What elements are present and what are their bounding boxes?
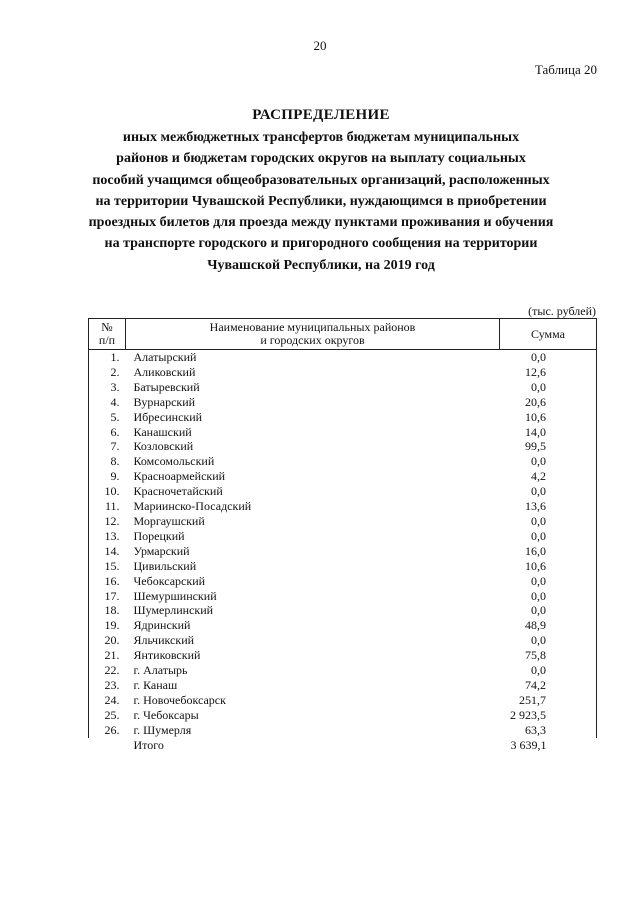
- page-number: 20: [313, 38, 327, 53]
- table-row: [89, 514, 597, 529]
- row-sum: 14,0: [500, 425, 597, 440]
- row-name: Красноармейский: [133, 469, 226, 484]
- row-number: 17.: [89, 589, 126, 604]
- row-name: Ибресинский: [133, 409, 203, 424]
- row-number: 24.: [89, 693, 126, 708]
- row-number: 19.: [89, 618, 126, 633]
- row-sum: 12,6: [500, 365, 597, 380]
- row-name: Вурнарский: [133, 394, 196, 409]
- heading-line: Чувашской Республики, на 2019 год: [207, 257, 435, 273]
- table-row: [89, 693, 597, 708]
- row-number: 3.: [89, 380, 126, 395]
- row-number: 23.: [89, 678, 126, 693]
- table-row: [89, 559, 597, 574]
- table-row: [89, 484, 597, 499]
- row-sum: 48,9: [500, 618, 597, 633]
- row-name: Шумерлинский: [133, 603, 214, 618]
- row-name: г. Чебоксары: [133, 707, 199, 722]
- row-number: 21.: [89, 648, 126, 663]
- row-sum: 0,0: [500, 380, 597, 395]
- table-row: [89, 350, 597, 365]
- row-name: Алатырский: [133, 350, 197, 364]
- table-row: [89, 678, 597, 693]
- row-sum: 2 923,5: [500, 708, 597, 723]
- heading-subtitle: [60, 127, 582, 276]
- table-row: [89, 648, 597, 663]
- row-sum: 251,7: [500, 693, 597, 708]
- header-num: № п/п: [89, 319, 126, 350]
- row-name: Козловский: [133, 439, 194, 454]
- row-number: 13.: [89, 529, 126, 544]
- header-sum: Сумма: [500, 319, 597, 350]
- row-name: Шемуршинский: [133, 588, 217, 603]
- row-number: 12.: [89, 514, 126, 529]
- row-sum: 0,0: [500, 454, 597, 469]
- table-row: [89, 365, 597, 380]
- total-sum: 3 639,1: [510, 737, 547, 752]
- row-sum: 99,5: [500, 439, 597, 454]
- row-number: 8.: [89, 454, 126, 469]
- row-sum: 63,3: [500, 723, 597, 738]
- distribution-table: [88, 318, 597, 753]
- row-number: 20.: [89, 633, 126, 648]
- table-row: [89, 589, 597, 604]
- total-label: Итого: [133, 737, 164, 752]
- row-name: Мариинско-Посадский: [133, 499, 252, 514]
- row-sum: 0,0: [500, 633, 597, 648]
- row-name: Аликовский: [133, 364, 196, 379]
- table-row: [89, 425, 597, 440]
- row-sum: 75,8: [500, 648, 597, 663]
- row-sum: 4,2: [500, 469, 597, 484]
- row-name: Комсомольский: [133, 454, 215, 469]
- row-number: 10.: [89, 484, 126, 499]
- row-name: г. Новочебоксарск: [133, 692, 226, 707]
- row-name: г. Алатырь: [133, 663, 188, 678]
- table-row: [89, 663, 597, 678]
- row-number: 11.: [89, 499, 126, 514]
- row-name: г. Канаш: [133, 677, 178, 692]
- heading-line: проездных билетов для проезда между пунктами проживания и обучения: [88, 215, 554, 231]
- row-sum: 16,0: [500, 544, 597, 559]
- heading-line: на транспорте городского и пригородного сообщения на территории: [104, 236, 538, 252]
- row-sum: 0,0: [500, 663, 597, 678]
- row-sum: 74,2: [500, 678, 597, 693]
- total-number: [89, 738, 126, 753]
- table-row: [89, 708, 597, 723]
- row-number: 9.: [89, 469, 126, 484]
- row-number: 14.: [89, 544, 126, 559]
- row-sum: 0,0: [500, 514, 597, 529]
- row-sum: 10,6: [500, 410, 597, 425]
- table-row: [89, 633, 597, 648]
- row-number: 2.: [89, 365, 126, 380]
- row-number: 5.: [89, 410, 126, 425]
- row-name: Ядринский: [133, 618, 191, 633]
- row-number: 25.: [89, 708, 126, 723]
- row-name: Порецкий: [133, 528, 185, 543]
- row-name: Яльчикский: [133, 633, 195, 648]
- row-number: 26.: [89, 723, 126, 738]
- document-heading: [60, 106, 582, 276]
- row-sum: 0,0: [500, 350, 597, 365]
- row-number: 1.: [89, 350, 126, 365]
- row-name: Цивильский: [133, 558, 197, 573]
- row-name: Янтиковский: [133, 648, 201, 663]
- table-row: [89, 529, 597, 544]
- table-row: [89, 723, 597, 738]
- table-row: [89, 469, 597, 484]
- row-sum: 0,0: [500, 574, 597, 589]
- table-row: [89, 454, 597, 469]
- row-sum: 0,0: [500, 589, 597, 604]
- row-name: Моргаушский: [133, 513, 205, 528]
- row-name: Красночетайский: [133, 484, 223, 499]
- row-number: 4.: [89, 395, 126, 410]
- table-row: [89, 544, 597, 559]
- table-row: [89, 395, 597, 410]
- table-row: [89, 410, 597, 425]
- row-number: 15.: [89, 559, 126, 574]
- row-sum: 0,0: [500, 484, 597, 499]
- row-number: 22.: [89, 663, 126, 678]
- heading-line: на территории Чувашской Республики, нуждающимся в приобретении: [95, 193, 547, 209]
- heading-line: пособий учащимся общеобразовательных организаций, расположенных: [92, 172, 550, 188]
- row-name: г. Шумерля: [133, 722, 192, 737]
- row-sum: 0,0: [500, 529, 597, 544]
- row-sum: 0,0: [500, 603, 597, 618]
- heading-line: районов и бюджетам городских округов на выплату социальных: [116, 151, 526, 167]
- table-row: [89, 574, 597, 589]
- row-name: Батыревский: [133, 379, 200, 394]
- row-number: 7.: [89, 439, 126, 454]
- table-row: [89, 499, 597, 514]
- row-number: 6.: [89, 425, 126, 440]
- table-label: Таблица 20: [534, 62, 597, 77]
- table-total-row: [89, 738, 597, 753]
- table-row: [89, 380, 597, 395]
- row-name: Урмарский: [133, 543, 190, 558]
- row-name: Чебоксарский: [133, 573, 206, 588]
- table-row: [89, 618, 597, 633]
- table-row: [89, 439, 597, 454]
- row-sum: 20,6: [500, 395, 597, 410]
- header-name: Наименование муниципальных районов и городских округов: [126, 319, 500, 350]
- table-header-row: [89, 319, 597, 350]
- row-sum: 13,6: [500, 499, 597, 514]
- heading-line: иных межбюджетных трансфертов бюджетам муниципальных: [122, 130, 520, 145]
- units-label: (тыс. рублей): [528, 304, 596, 318]
- row-sum: 10,6: [500, 559, 597, 574]
- row-number: 16.: [89, 574, 126, 589]
- row-number: 18.: [89, 603, 126, 618]
- row-name: Канашский: [133, 424, 192, 439]
- table-row: [89, 603, 597, 618]
- heading-title: РАСПРЕДЕЛЕНИЕ: [252, 107, 390, 123]
